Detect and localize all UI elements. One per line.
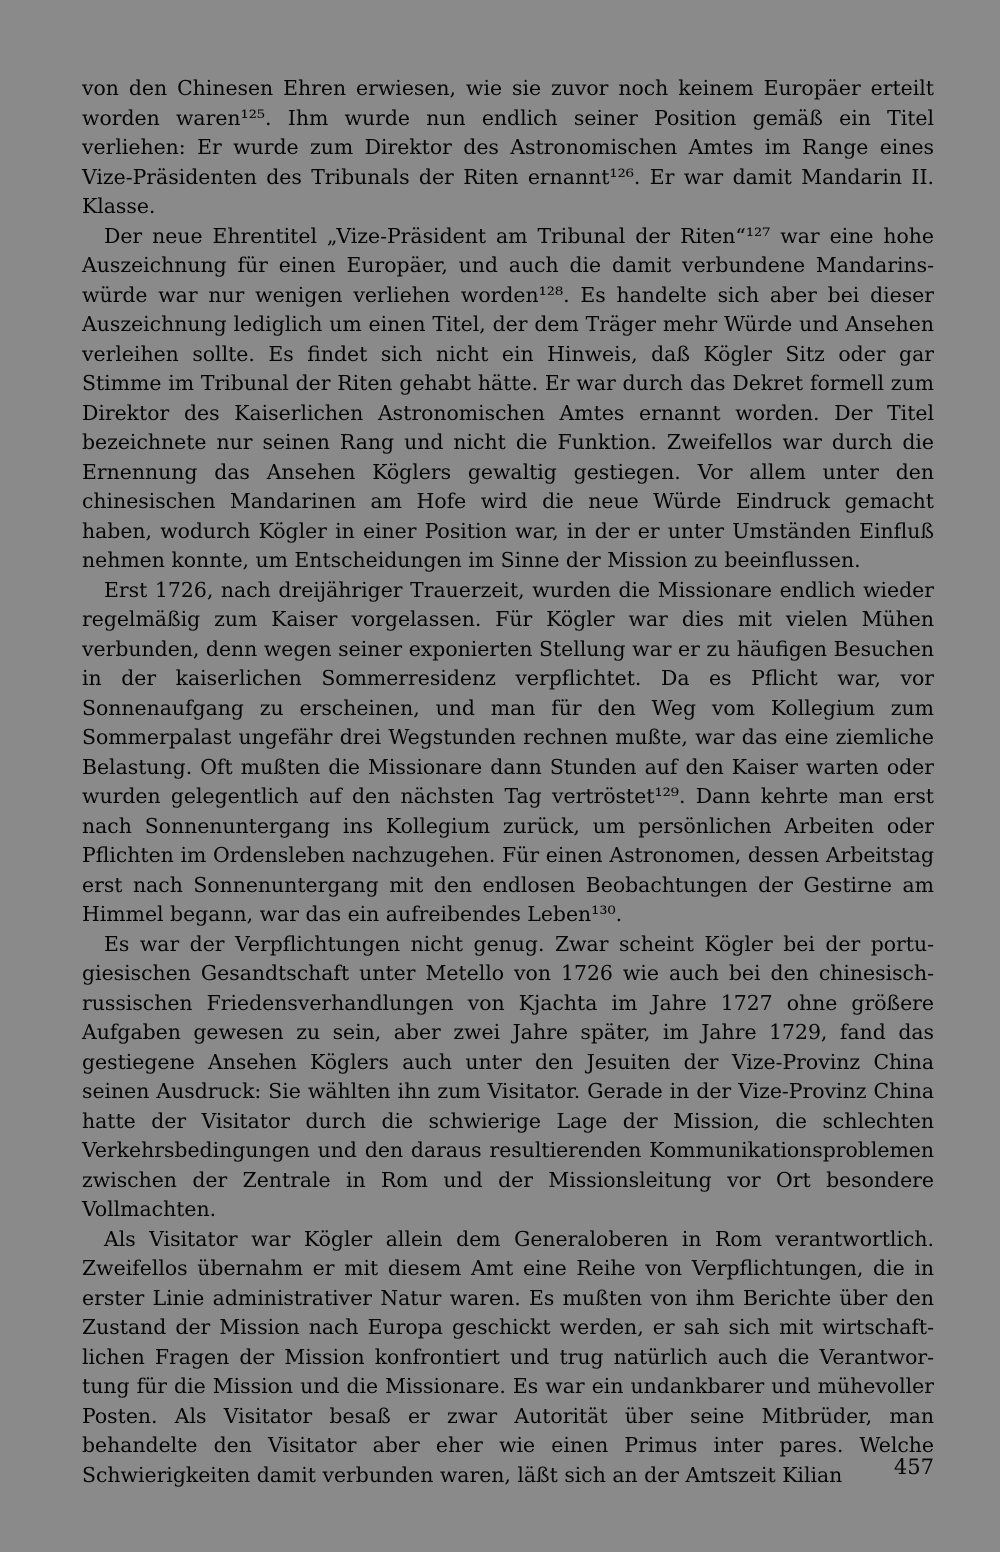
paragraph-2: Der neue Ehrentitel „Vize-Präsident am Tribunal der Riten“¹²⁷ war eine hohe Auszeichnung für einen Europäer, und auch die damit verbundene Mandarinswürde war nur wenigen verliehen worden¹²⁸. Es handelte sich aber bei dieser Auszeichnung lediglich um einen Titel, der dem Träger mehr Würde und Ansehen verleihen sollte. Es findet sich nicht ein Hinweis, daß Kögler Sitz oder gar Stimme im Tribunal der Riten gehabt hätte. Er war durch das Dekret formell zum Direktor des Kaiserlichen Astronomischen Amtes ernannt worden. Der Titel bezeichnete nur seinen Rang und nicht die Funktion. Zweifellos war durch die Ernennung das Ansehen Köglers gewaltig gestiegen. Vor allem unter den chinesischen Mandarinen am Hofe wird die neue Würde Eindruck gemacht haben, wodurch Kögler in einer Position war, in der er unter Umständen Einfluß nehmen konnte, um Entscheidungen im Sinne der Mission zu beeinflussen. bbox=[82, 223, 934, 572]
paragraph-4: Es war der Verpflichtungen nicht genug. Zwar scheint Kögler bei der portugiesischen Gesandtschaft unter Metello von 1726 wie auch bei den chinesisch-russischen Friedensverhandlungen von Kjachta im Jahre 1727 ohne größere Aufgaben gewesen zu sein, aber zwei Jahre später, im Jahre 1729, fand das gestiegene Ansehen Köglers auch unter den Jesuiten der Vize-Provinz China seinen Ausdruck: Sie wählten ihn zum Visitator. Gerade in der Vize-Provinz China hatte der Visitator durch die schwierige Lage der Mission, die schlechten Verkehrsbedingungen und den daraus resultierenden Kommunikationsproblemen zwischen der Zentrale in Rom und der Missionsleitung vor Ort besondere Vollmachten. bbox=[82, 931, 934, 1221]
paragraph-3: Erst 1726, nach dreijähriger Trauerzeit, wurden die Missionare endlich wieder regelmäßig zum Kaiser vorgelassen. Für Kögler war dies mit vielen Mühen verbunden, denn wegen seiner exponierten Stellung war er zu häufigen Besuchen in der kaiserlichen Sommerresidenz verpflichtet. Da es Pflicht war, vor Sonnenaufgang zu erscheinen, und man für den Weg vom Kollegium zum Sommerpalast ungefähr drei Wegstunden rechnen mußte, war das eine ziemliche Belastung. Oft mußten die Missionare dann Stunden auf den Kaiser warten oder wurden gelegentlich auf den nächsten Tag vertröstet¹²⁹. Dann kehrte man erst nach Sonnenuntergang ins Kollegium zurück, um persönlichen Arbeiten oder Pflichten im Ordensleben nachzugehen. Für einen Astronomen, dessen Arbeitstag erst nach Sonnenuntergang mit den endlosen Beobachtungen der Gestirne am Himmel begann, war das ein aufreibendes Leben¹³⁰. bbox=[82, 577, 934, 926]
paragraph-5: Als Visitator war Kögler allein dem Generaloberen in Rom verantwortlich. Zweifellos übernahm er mit diesem Amt eine Reihe von Verpflichtungen, die in erster Linie administrativer Natur waren. Es mußten von ihm Berichte über den Zustand der Mission nach Europa geschickt werden, er sah sich mit wirtschaftlichen Fragen der Mission konfrontiert und trug natürlich auch die Verantwortung für die Mission und die Missionare. Es war ein undankbarer und mühevoller Posten. Als Visitator besaß er zwar Autorität über seine Mitbrüder, man behandelte den Visitator aber eher wie einen Primus inter pares. Welche Schwierigkeiten damit verbunden waren, läßt sich an der Amtszeit Kilian bbox=[82, 1226, 934, 1487]
paragraph-1: von den Chinesen Ehren erwiesen, wie sie zuvor noch keinem Europäer erteilt worden waren¹²⁵. Ihm wurde nun endlich seiner Position gemäß ein Titel verliehen: Er wurde zum Direktor des Astronomischen Amtes im Range eines Vize-Präsidenten des Tribunals der Riten ernannt¹²⁶. Er war damit Mandarin II. Klasse. bbox=[82, 76, 934, 218]
page-number: 457 bbox=[893, 1455, 934, 1479]
body-text bbox=[82, 74, 934, 1490]
